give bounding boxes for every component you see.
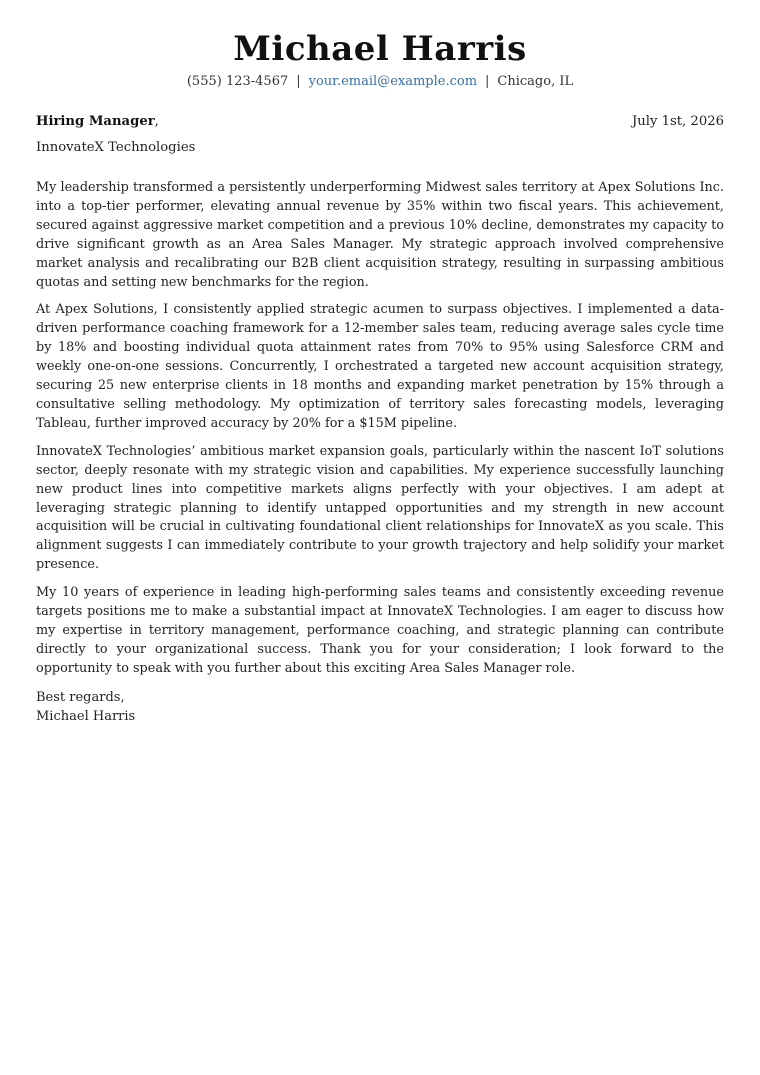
email-link[interactable]: your.email@example.com [308, 74, 478, 89]
body-paragraph: InnovateX Technologies’ ambitious market expansion goals, particularly within the nascent IoT solutions sector, deeply resonate with my strategic vision and capabilities. My experience successfully launching new product lines into competitive markets aligns perfectly with your objectives. I am adept at leveraging strategic planning to identify untapped opportunities and my strength in new account acquisition will be crucial in cultivating foundational client relationships for InnovateX as you scale. This alignment suggests I can immediately contribute to your growth trajectory and help solidify your market presence. [36, 443, 724, 573]
letter-date: July 1st, 2026 [631, 114, 724, 129]
closing-salutation: Best regards, [36, 689, 125, 705]
location: Chicago, IL [497, 74, 574, 89]
body-paragraph: At Apex Solutions, I consistently applied strategic acumen to surpass objectives. I implemented a data-driven performance coaching framework for a 12-member sales team, reducing average sales cycle time by 18% and boosting individual quota attainment rates from 70% to 95% using Salesforce CRM and weekly one-on-one sessions. Concurrently, I orchestrated a targeted new account acquisition strategy, securing 25 new enterprise clients in 18 months and expanding market penetration by 15% through a consultative selling methodology. My optimization of territory sales forecasting models, leveraging Tableau, further improved accuracy by 20% for a $15M pipeline. [36, 302, 724, 431]
recipient-date-row [36, 113, 724, 131]
contact-separator: | [296, 74, 301, 89]
recipient-company: InnovateX Technologies [36, 140, 196, 155]
recipient-name: Hiring Manager [36, 114, 155, 129]
recipient-greeting [36, 113, 159, 131]
recipient-name-comma: , [154, 114, 159, 129]
phone-number: (555) 123-4567 [186, 74, 289, 89]
letter-closing [36, 688, 724, 726]
body-paragraph: My leadership transformed a persistently underperforming Midwest sales territory at Apex Solutions Inc. into a top-tier performer, elevating annual revenue by 35% within two fiscal years. This achievement, secured against aggressive market competition and a previous 10% decline, demonstrates my capacity to drive significant growth as an Area Sales Manager. My strategic approach involved comprehensive market analysis and recalibrating our B2B client acquisition strategy, resulting in surpassing ambitious quotas and setting new benchmarks for the region. [36, 180, 724, 290]
contact-separator: | [485, 74, 490, 89]
body-paragraph: My 10 years of experience in leading high-performing sales teams and consistently exceeding revenue targets positions me to make a substantial impact at InnovateX Technologies. I am eager to discuss how my expertise in territory management, performance coaching, and strategic planning can contribute directly to your organizational success. Thank you for your consideration; I look forward to the opportunity to speak with you further about this exciting Area Sales Manager role. [36, 585, 724, 676]
contact-line [36, 73, 724, 91]
letter-body [36, 179, 724, 679]
applicant-name: Michael Harris [233, 29, 527, 69]
signature-name: Michael Harris [36, 708, 136, 724]
